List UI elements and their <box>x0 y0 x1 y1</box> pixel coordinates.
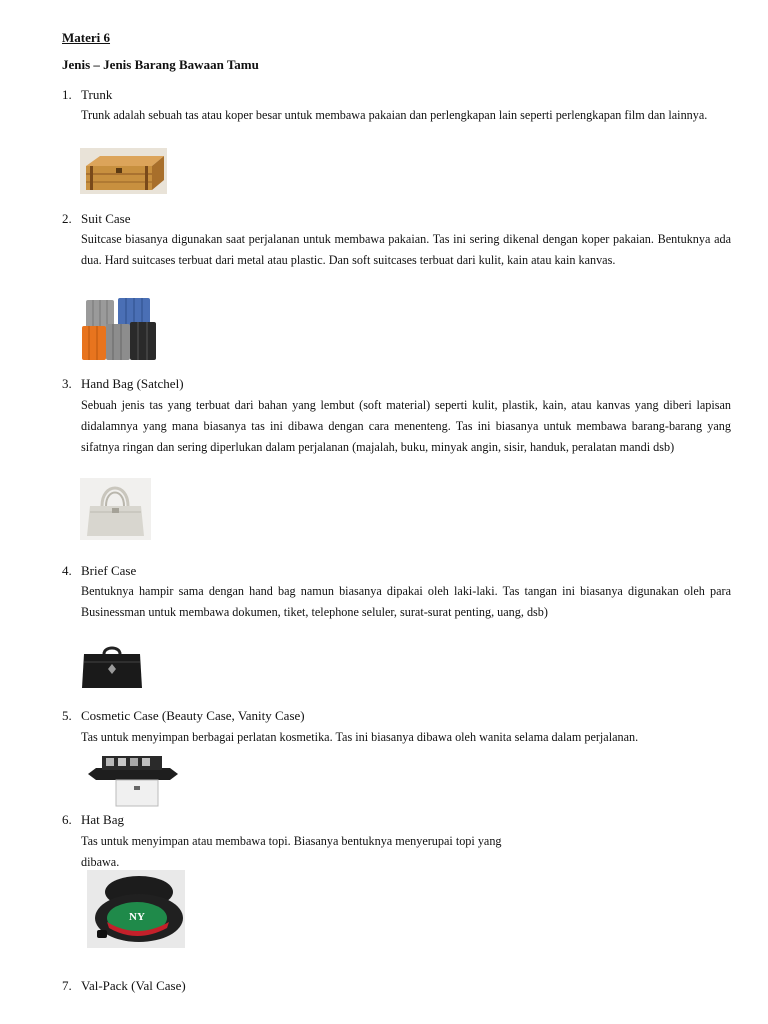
item-4-name: Brief Case <box>81 563 137 578</box>
svg-text:NY: NY <box>129 911 145 923</box>
item-2-name: Suit Case <box>81 211 131 226</box>
document-subtitle: Jenis – Jenis Barang Bawaan Tamu <box>62 57 259 72</box>
item-5-description: Tas untuk menyimpan berbagai perlatan kosmetika. Tas ini biasanya dibawa oleh wanita selama dalam perjalanan. <box>81 730 639 744</box>
item-5-name: Cosmetic Case (Beauty Case, Vanity Case) <box>81 708 305 723</box>
item-6-description-continued: dibawa. <box>81 855 120 869</box>
item-2-description: Suitcase biasanya digunakan saat perjalanan untuk membawa pakaian. Tas ini sering dikenal dengan koper pakaian. Bentuknya ada dua. Hard suitcases terbuat dari metal atau plastic. Dan soft suitcases terbuat dari kulit, kain atau kain kanvas. <box>81 232 731 267</box>
cosmetic-case-image <box>86 746 180 808</box>
item-1-name: Trunk <box>81 87 113 102</box>
item-4-number: 4. <box>62 563 72 578</box>
suitcase-image <box>80 296 158 362</box>
item-3-name: Hand Bag (Satchel) <box>81 376 184 391</box>
item-2-number: 2. <box>62 211 72 226</box>
hat-bag-image <box>87 870 185 948</box>
trunk-image <box>80 148 167 194</box>
item-7-number: 7. <box>62 978 72 993</box>
document-title: Materi 6 <box>62 30 111 45</box>
item-5-number: 5. <box>62 708 72 723</box>
item-6-name: Hat Bag <box>81 812 124 827</box>
item-4-description: Bentuknya hampir sama dengan hand bag namun biasanya dipakai oleh laki-laki. Tas tangan ini biasanya digunakan oleh para Businessman untuk membawa dokumen, tiket, telephone seluler, surat-surat penting, uang, dsb) <box>81 584 731 619</box>
handbag-image <box>80 478 151 540</box>
item-6-description: Tas untuk menyimpan atau membawa topi. Biasanya bentuknya menyerupai topi yang <box>81 834 502 848</box>
item-3-description: Sebuah jenis tas yang terbuat dari bahan yang lembut (soft material) seperti kulit, plastik, kain, atau kanvas yang diberi lapisan didalamnya yang mana biasanya tas ini dibawa dengan cara menenteng. Tas ini biasanya untuk membawa barang-barang yang sifatnya ringan dan sering diperlukan dalam perjalanan (majalah, buku, minyak angin, sisir, handuk, peralatan mandi dsb) <box>81 398 731 454</box>
item-1-description: Trunk adalah sebuah tas atau koper besar untuk membawa pakaian dan perlengkapan lain seperti perlengkapan film dan lainnya. <box>81 108 708 122</box>
item-6-number: 6. <box>62 812 72 827</box>
item-1-number: 1. <box>62 87 72 102</box>
briefcase-image <box>80 642 144 690</box>
item-3-number: 3. <box>62 376 72 391</box>
item-7-name: Val-Pack (Val Case) <box>81 978 186 993</box>
